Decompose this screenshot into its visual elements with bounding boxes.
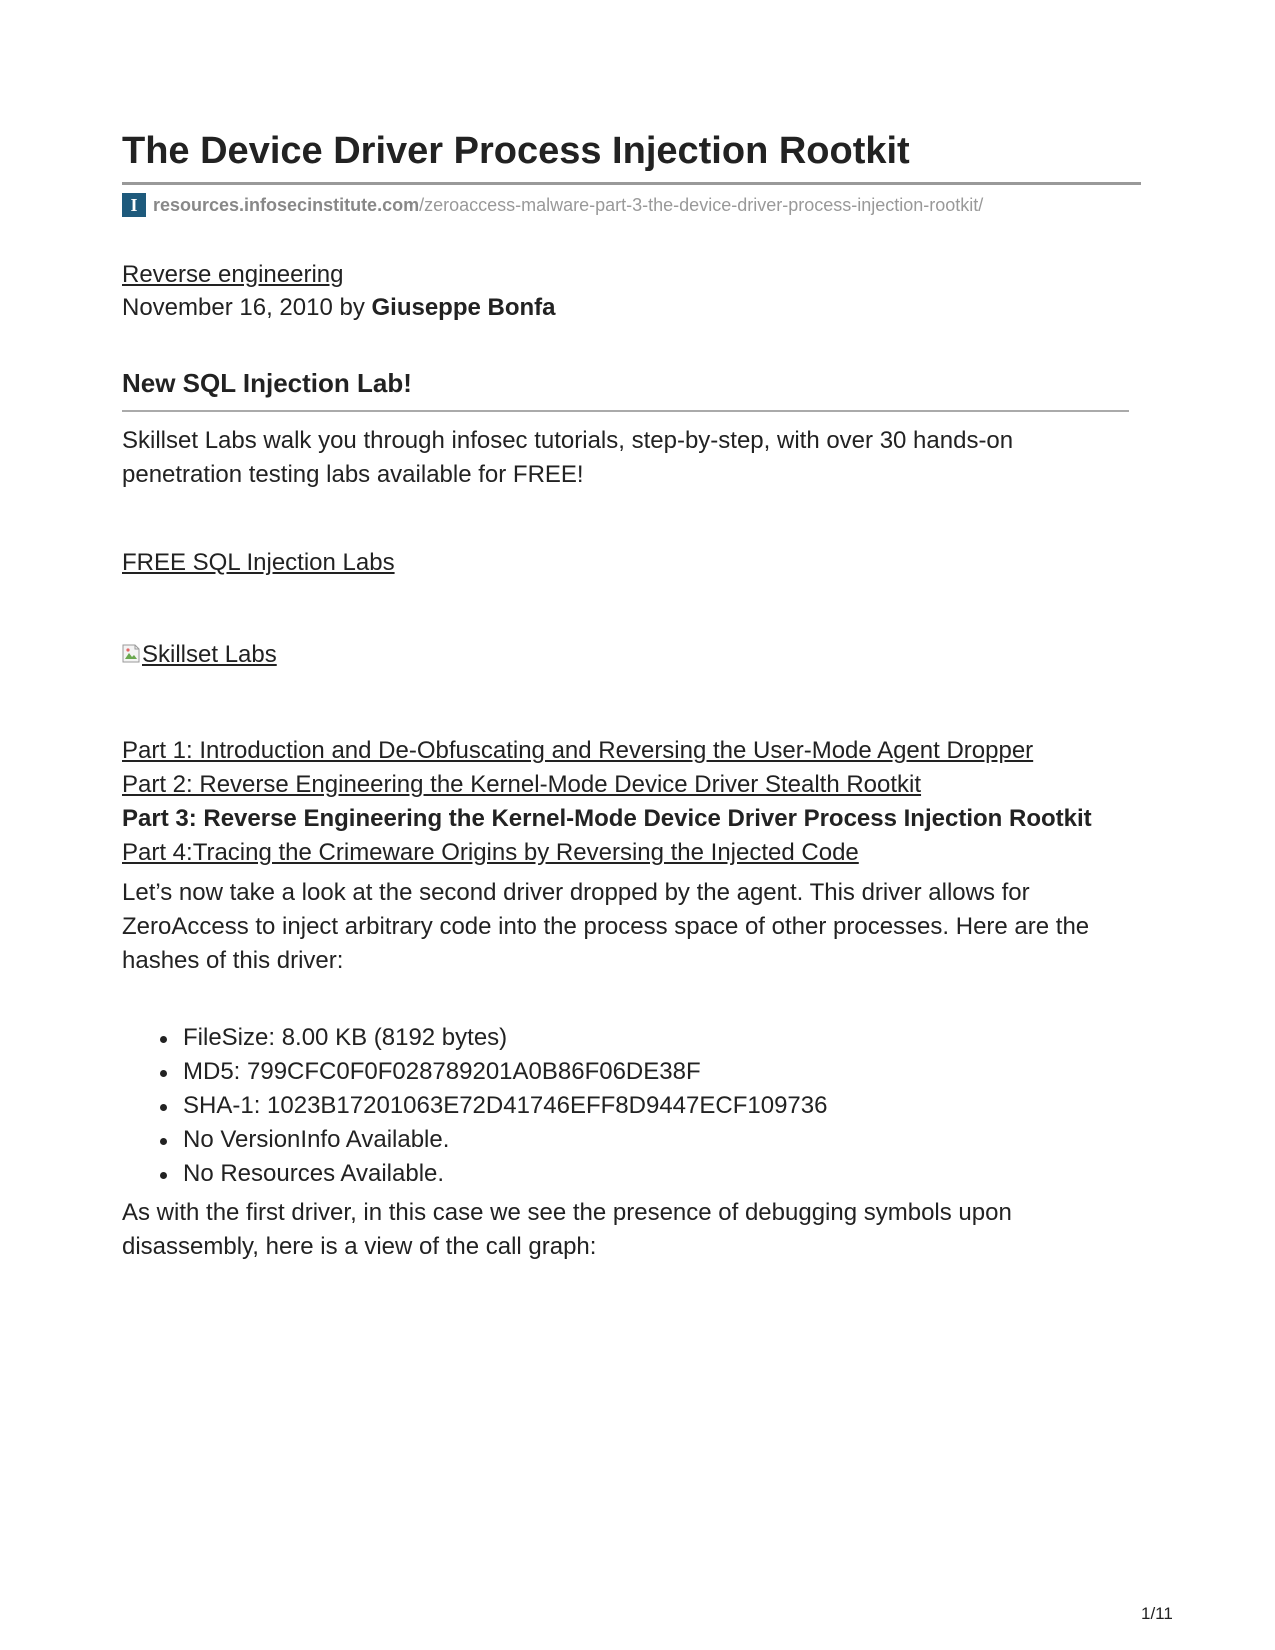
series-part-1-link[interactable]: Part 1: Introduction and De-Obfuscating and Reversing the User-Mode Agent Dropper — [122, 737, 1034, 764]
source-url[interactable] — [122, 193, 983, 217]
list-item: FileSize: 8.00 KB (8192 bytes) — [122, 1021, 827, 1055]
publish-date: November 16, 2010 by — [122, 294, 372, 321]
promo-text: Skillset Labs walk you through infosec tutorials, step-by-step, with over 30 hands-on penetration testing labs available for FREE! — [122, 427, 1014, 488]
bullet-icon — [160, 1172, 167, 1179]
series-part-2-link[interactable]: Part 2: Reverse Engineering the Kernel-Mode Device Driver Stealth Rootkit — [122, 771, 922, 798]
skillset-labs-link[interactable]: Skillset Labs — [142, 641, 277, 668]
hash-list — [122, 1021, 827, 1191]
bullet-icon — [160, 1070, 167, 1077]
bullet-icon — [160, 1104, 167, 1111]
title-divider — [122, 182, 1141, 185]
byline — [122, 291, 556, 325]
list-item: No VersionInfo Available. — [122, 1123, 827, 1157]
free-labs-link[interactable]: FREE SQL Injection Labs — [122, 549, 395, 576]
author-name: Giuseppe Bonfa — [371, 294, 556, 321]
list-item: MD5: 799CFC0F0F028789201A0B86F06DE38F — [122, 1055, 827, 1089]
site-favicon-icon: I — [122, 193, 146, 217]
category-link[interactable]: Reverse engineering — [122, 261, 344, 288]
promo-divider — [122, 410, 1129, 412]
list-item: SHA-1: 1023B17201063E72D41746EFF8D9447ECF109736 — [122, 1089, 827, 1123]
outro-paragraph: As with the first driver, in this case we see the presence of debugging symbols upon disassembly, here is a view of the call graph: — [122, 1199, 1012, 1260]
series-part-4-link[interactable]: Part 4:Tracing the Crimeware Origins by Reversing the Injected Code — [122, 839, 859, 866]
intro-paragraph: Let’s now take a look at the second driver dropped by the agent. This driver allows for ZeroAccess to inject arbitrary code into the process space of other processes. Here are the hashes of this driver: — [122, 879, 1090, 974]
series-part-3-current: Part 3: Reverse Engineering the Kernel-Mode Device Driver Process Injection Rootkit — [122, 805, 1092, 832]
page-number: 1/11 — [1141, 1604, 1173, 1623]
bullet-icon — [160, 1036, 167, 1043]
skillset-labs-image-link[interactable] — [122, 638, 277, 672]
bullet-icon — [160, 1138, 167, 1145]
source-path: /zeroaccess-malware-part-3-the-device-driver-process-injection-rootkit/ — [419, 194, 984, 215]
article-title: The Device Driver Process Injection Rootkit — [122, 130, 910, 172]
broken-image-icon — [122, 640, 142, 662]
list-item: No Resources Available. — [122, 1157, 827, 1191]
promo-heading: New SQL Injection Lab! — [122, 368, 412, 398]
source-domain: resources.infosecinstitute.com — [153, 194, 420, 215]
series-list — [122, 734, 1142, 870]
